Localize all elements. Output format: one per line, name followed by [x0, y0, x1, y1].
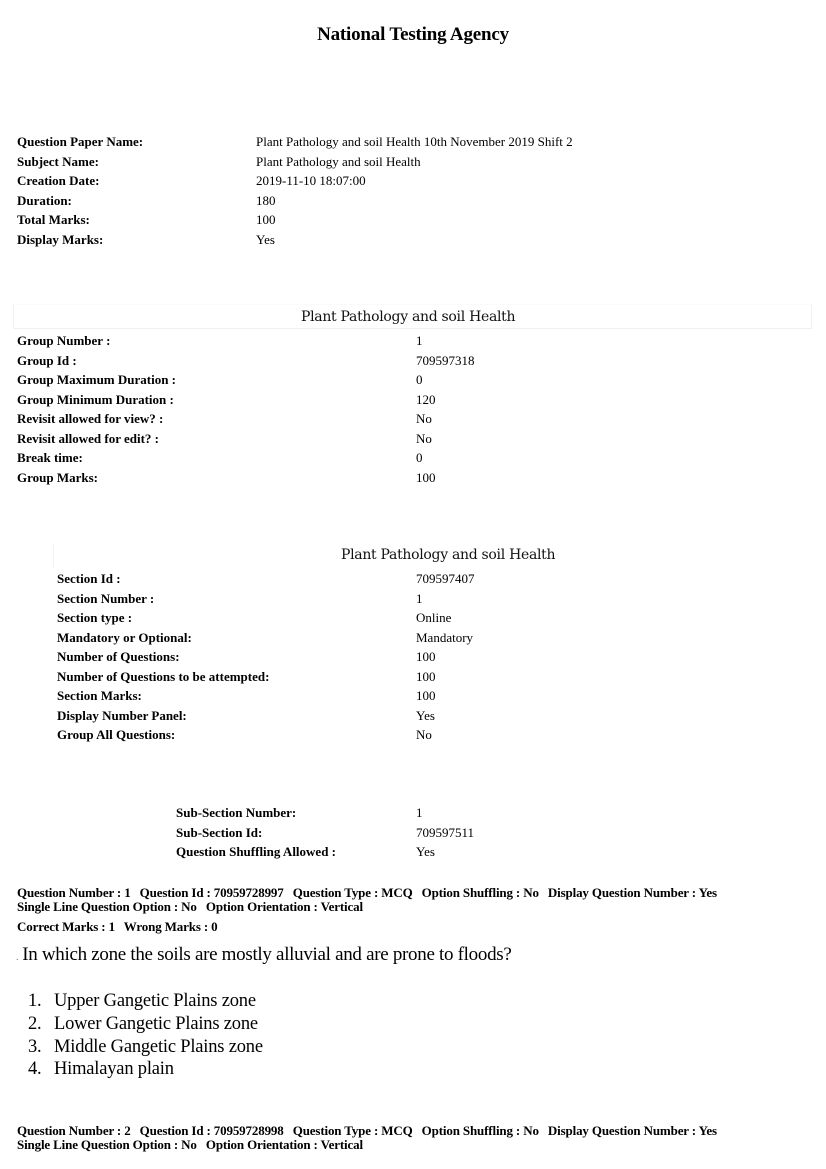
group-field-row — [17, 409, 475, 429]
question-1-meta-line-2 — [17, 900, 723, 914]
group-field-row — [17, 448, 475, 468]
field-value: 100 — [256, 212, 276, 227]
question-2-meta-line-2 — [17, 1138, 723, 1152]
field-value: No — [416, 430, 432, 446]
duration-row — [17, 191, 573, 211]
field-label: Section Number : — [57, 590, 155, 606]
field-label: Section type : — [57, 610, 133, 625]
field-value: Online — [416, 610, 452, 625]
section-field-row — [57, 608, 475, 628]
field-value: 709597407 — [416, 571, 475, 586]
single-line-question-option: Single Line Question Option : No — [17, 899, 197, 914]
field-label: Group Number : — [17, 333, 111, 348]
field-label: Total Marks: — [17, 212, 90, 227]
display-question-number: Display Question Number : Yes — [547, 1123, 717, 1138]
group-field-row — [17, 351, 475, 371]
subsection-field-row — [176, 823, 474, 843]
option-shuffling: Option Shuffling : No — [421, 885, 539, 900]
field-value: 100 — [416, 469, 436, 485]
field-value: 2019-11-10 18:07:00 — [256, 173, 366, 188]
question-id: Question Id : 70959728998 — [139, 1123, 284, 1138]
field-value: Mandatory — [416, 629, 474, 645]
option-shuffling: Option Shuffling : No — [421, 1123, 539, 1138]
question-type: Question Type : MCQ — [292, 885, 413, 900]
field-value: 1 — [416, 333, 423, 348]
field-value: Yes — [416, 844, 435, 859]
question-1-text — [16, 944, 512, 966]
field-value: 1 — [416, 590, 423, 606]
field-value: 100 — [416, 688, 436, 703]
question-1-marks — [17, 920, 224, 934]
section-info-table — [57, 569, 475, 745]
section-banner-title: Plant Pathology and soil Health — [341, 547, 556, 563]
wrong-marks: Wrong Marks : 0 — [123, 919, 218, 934]
group-info-table — [17, 331, 475, 487]
field-label: Question Paper Name: — [17, 134, 144, 149]
creation-date-row — [17, 171, 573, 191]
option-number: 1. — [28, 991, 42, 1011]
section-field-row — [57, 667, 475, 687]
field-label: Number of Questions: — [57, 649, 180, 664]
field-value: No — [416, 727, 432, 742]
section-field-row — [57, 569, 475, 589]
field-value: Yes — [416, 707, 435, 723]
field-label: Group Marks: — [17, 469, 99, 485]
field-value: 1 — [416, 805, 423, 820]
option-item — [28, 1013, 263, 1036]
bullet-dot: . — [16, 952, 19, 963]
section-banner-edge — [53, 544, 54, 568]
field-label: Group Maximum Duration : — [17, 372, 177, 387]
option-item — [28, 1058, 263, 1081]
group-field-row — [17, 429, 475, 449]
field-value: 709597318 — [416, 352, 475, 368]
field-label: Sub-Section Id: — [176, 824, 263, 840]
field-label: Number of Questions to be attempted: — [57, 668, 270, 684]
option-number: 3. — [28, 1036, 42, 1057]
question-2-meta — [17, 1124, 723, 1152]
field-label: Revisit allowed for edit? : — [17, 430, 160, 446]
option-text: Middle Gangetic Plains zone — [54, 1036, 263, 1057]
group-field-row — [17, 468, 475, 488]
subsection-field-row — [176, 803, 474, 823]
field-value: 180 — [256, 192, 276, 208]
question-id: Question Id : 70959728997 — [139, 885, 284, 900]
subsection-info-table — [176, 803, 474, 862]
field-value: 100 — [416, 668, 436, 684]
question-1-meta — [17, 886, 723, 914]
field-label: Question Shuffling Allowed : — [176, 844, 337, 859]
option-text: Lower Gangetic Plains zone — [54, 1013, 258, 1034]
question-number: Question Number : 1 — [17, 885, 131, 900]
option-item — [28, 990, 263, 1013]
question-1-options — [28, 990, 263, 1081]
field-value: No — [416, 411, 432, 426]
field-label: Creation Date: — [17, 173, 100, 188]
display-question-number: Display Question Number : Yes — [547, 885, 717, 900]
section-field-row — [57, 706, 475, 726]
paper-name-row — [17, 132, 573, 152]
total-marks-row — [17, 210, 573, 230]
option-orientation: Option Orientation : Vertical — [205, 1137, 363, 1152]
display-marks-row — [17, 230, 573, 250]
field-value: Plant Pathology and soil Health 10th November 2019 Shift 2 — [256, 134, 573, 149]
single-line-question-option: Single Line Question Option : No — [17, 1137, 197, 1152]
field-label: Group Id : — [17, 352, 77, 368]
option-text: Himalayan plain — [54, 1059, 174, 1080]
group-field-row — [17, 331, 475, 351]
field-label: Revisit allowed for view? : — [17, 411, 164, 426]
field-label: Section Id : — [57, 571, 121, 586]
question-1-meta-line-1 — [17, 886, 723, 900]
section-field-row — [57, 725, 475, 745]
option-orientation: Option Orientation : Vertical — [205, 899, 363, 914]
option-number: 2. — [28, 1013, 42, 1034]
field-label: Group Minimum Duration : — [17, 391, 174, 407]
field-label: Section Marks: — [57, 688, 142, 703]
field-label: Display Number Panel: — [57, 707, 187, 723]
subject-name-row — [17, 152, 573, 172]
question-2-meta-line-1 — [17, 1124, 723, 1138]
section-field-row — [57, 589, 475, 609]
section-field-row — [57, 647, 475, 667]
paper-info-table — [17, 132, 573, 249]
field-value: 120 — [416, 391, 436, 407]
field-label: Group All Questions: — [57, 727, 176, 742]
field-label: Subject Name: — [17, 153, 99, 169]
field-value: 0 — [416, 450, 423, 465]
field-label: Duration: — [17, 192, 72, 208]
field-label: Break time: — [17, 450, 83, 465]
field-label: Sub-Section Number: — [176, 805, 297, 820]
field-label: Display Marks: — [17, 231, 104, 247]
field-value: 0 — [416, 372, 423, 387]
field-value: Plant Pathology and soil Health — [256, 153, 421, 169]
section-field-row — [57, 628, 475, 648]
option-text: Upper Gangetic Plains zone — [54, 991, 256, 1011]
subsection-field-row — [176, 842, 474, 862]
question-type: Question Type : MCQ — [292, 1123, 413, 1138]
field-label: Mandatory or Optional: — [57, 629, 192, 645]
section-field-row — [57, 686, 475, 706]
group-field-row — [17, 370, 475, 390]
question-text-content: In which zone the soils are mostly alluvial and are prone to floods? — [22, 944, 512, 965]
page-title: National Testing Agency — [317, 24, 509, 45]
correct-marks: Correct Marks : 1 — [17, 919, 115, 934]
group-banner-title: Plant Pathology and soil Health — [301, 309, 516, 325]
group-field-row — [17, 390, 475, 410]
field-value: 100 — [416, 649, 436, 664]
field-value: Yes — [256, 231, 275, 247]
option-number: 4. — [28, 1059, 42, 1080]
question-number: Question Number : 2 — [17, 1123, 131, 1138]
field-value: 709597511 — [416, 824, 475, 840]
option-item — [28, 1036, 263, 1059]
